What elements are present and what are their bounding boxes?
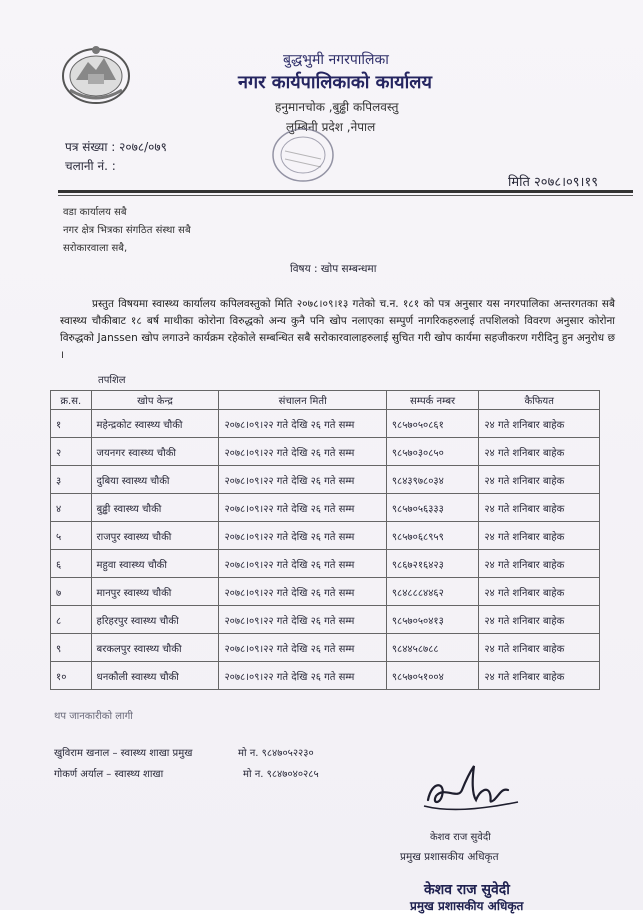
cell-serial: २ xyxy=(51,438,92,466)
cell-center: बुढ्ढी स्वास्थ्य चौकी xyxy=(91,494,219,522)
stamp-designation: प्रमुख प्रशासकीय अधिकृत xyxy=(410,899,524,913)
cell-date: २०७८।०९।२२ गते देखि २६ गते सम्म xyxy=(219,466,386,494)
cell-date: २०७८।०९।२२ गते देखि २६ गते सम्म xyxy=(219,662,386,690)
nepal-emblem-logo xyxy=(60,40,132,106)
cell-center: हरिहरपुर स्वास्थ्य चौकी xyxy=(91,606,219,634)
recipient-line: वडा कार्यालय सबै xyxy=(63,207,127,218)
header-contact: सम्पर्क नम्बर xyxy=(386,391,479,410)
cell-serial: १ xyxy=(51,410,92,438)
cell-center: दुबिया स्वास्थ्य चौकी xyxy=(91,466,219,494)
cell-date: २०७८।०९।२२ गते देखि २६ गते सम्म xyxy=(219,410,386,438)
cell-serial: ६ xyxy=(51,550,92,578)
table-row xyxy=(51,438,600,466)
table-row xyxy=(51,410,600,438)
cell-serial: ४ xyxy=(51,494,92,522)
contact-name: गोकर्ण अर्याल – स्वास्थ्य शाखा xyxy=(54,769,164,780)
reference-number: पत्र संख्या : २०७८/०७९ xyxy=(65,140,167,154)
address-line-2: लुम्बिनी प्रदेश ,नेपाल xyxy=(286,120,376,134)
cell-contact: ९८५७०५०४१३ xyxy=(386,606,479,634)
recipient-line: नगर क्षेत्र भित्रका संगठित संस्था सबै xyxy=(63,225,191,236)
cell-date: २०७८।०९।२२ गते देखि २६ गते सम्म xyxy=(219,634,386,662)
table-row xyxy=(51,606,600,634)
cell-serial: ९ xyxy=(51,634,92,662)
cell-center: मानपुर स्वास्थ्य चौकी xyxy=(91,578,219,606)
table-row xyxy=(51,578,600,606)
header-remarks: कैफियत xyxy=(479,391,600,410)
cell-remarks: २४ गते शनिबार बाहेक xyxy=(479,606,600,634)
header-serial: क्र.स. xyxy=(51,391,92,410)
vaccination-schedule-table xyxy=(50,390,600,690)
letter-date: मिति २०७८।०९।१९ xyxy=(508,175,598,190)
cell-remarks: २४ गते शनिबार बाहेक xyxy=(479,438,600,466)
header-divider-thin xyxy=(58,195,633,196)
cell-contact: ९८५७०३०८५० xyxy=(386,438,479,466)
cell-contact: ९८४३९७८०३४ xyxy=(386,466,479,494)
dispatch-number: चलानी नं. : xyxy=(65,159,116,173)
contact-phone: मो न. ९८४७०४०२८५ xyxy=(243,769,319,780)
municipality-name: बुद्धभुमी नगरपालिका xyxy=(283,52,389,68)
details-label: तपशिल xyxy=(98,375,126,386)
cell-contact: ९८५७०५६३३३ xyxy=(386,494,479,522)
table-row xyxy=(51,494,600,522)
header-date: संचालन मिती xyxy=(219,391,386,410)
cell-remarks: २४ गते शनिबार बाहेक xyxy=(479,410,600,438)
table-header-row xyxy=(51,391,600,410)
cell-remarks: २४ गते शनिबार बाहेक xyxy=(479,662,600,690)
table-row xyxy=(51,634,600,662)
cell-serial: ५ xyxy=(51,522,92,550)
table-row xyxy=(51,466,600,494)
cell-date: २०७८।०९।२२ गते देखि २६ गते सम्म xyxy=(219,550,386,578)
contact-phone: मो न. ९८४७०५२२३० xyxy=(238,748,314,759)
cell-center: महेन्द्रकोट स्वास्थ्य चौकी xyxy=(91,410,219,438)
subject-line: विषय : खोप सम्बन्धमा xyxy=(290,263,377,275)
cell-center: राजपुर स्वास्थ्य चौकी xyxy=(91,522,219,550)
cell-remarks: २४ गते शनिबार बाहेक xyxy=(479,550,600,578)
cell-center: धनकौली स्वास्थ्य चौकी xyxy=(91,662,219,690)
cell-date: २०७८।०९।२२ गते देखि २६ गते सम्म xyxy=(219,522,386,550)
header-center: खोप केन्द्र xyxy=(91,391,219,410)
recipient-line: सरोकारवाला सबै, xyxy=(63,243,128,254)
cell-serial: ८ xyxy=(51,606,92,634)
cell-remarks: २४ गते शनिबार बाहेक xyxy=(479,634,600,662)
address-line-1: हनुमानचोक ,बुढ्ढी कपिलवस्तु xyxy=(275,100,399,114)
cell-center: बरकलपुर स्वास्थ्य चौकी xyxy=(91,634,219,662)
cell-contact: ९८५७०५०८६१ xyxy=(386,410,479,438)
cell-center: महुवा स्वास्थ्य चौकी xyxy=(91,550,219,578)
more-info-label: थप जानकारीको लागी xyxy=(54,711,133,722)
contact-name: खुविराम खनाल – स्वास्थ्य शाखा प्रमुख xyxy=(54,748,193,759)
signatory-name: केशव राज सुवेदी xyxy=(430,832,491,843)
cell-remarks: २४ गते शनिबार बाहेक xyxy=(479,578,600,606)
handwritten-signature xyxy=(418,760,528,818)
table-row xyxy=(51,662,600,690)
cell-date: २०७८।०९।२२ गते देखि २६ गते सम्म xyxy=(219,494,386,522)
body-paragraph: प्रस्तुत विषयमा स्वास्थ्य कार्यालय कपिलवस्तुको मिति २०७८।०९।१३ गतेको च.न. १८१ को पत्र अनुसार यस नगरपालिका अन्तरगतका सबै स्वास्थ्य चौकीबाट १८ बर्ष माथीका कोरोना विरुद्धको अन्य कुनै पनि खोप नलाएका सम्पुर्ण नागरिकहरुलाई तपशिलको विवरण अनुसार कोरोना विरुद्धको Janssen खोप लगाउने कार्यक्रम रहेकोले सम्बन्धित सबै सरोकारवालाहरुलाई सुचित गरी खोप कार्यमा सहजीकरण गरीदिनु हुन अनुरोध छ । xyxy=(60,298,615,361)
cell-date: २०७८।०९।२२ गते देखि २६ गते सम्म xyxy=(219,606,386,634)
table-row xyxy=(51,522,600,550)
table-row xyxy=(51,550,600,578)
cell-date: २०७८।०९।२२ गते देखि २६ गते सम्म xyxy=(219,438,386,466)
cell-serial: ७ xyxy=(51,578,92,606)
cell-contact: ९८४८८८४४६२ xyxy=(386,578,479,606)
cell-date: २०७८।०९।२२ गते देखि २६ गते सम्म xyxy=(219,578,386,606)
cell-contact: ९८५७०६८९५९ xyxy=(386,522,479,550)
cell-contact: ९८४४५८७८८ xyxy=(386,634,479,662)
cell-contact: ९८६७२१६४२३ xyxy=(386,550,479,578)
cell-contact: ९८५७०५१००४ xyxy=(386,662,479,690)
cell-remarks: २४ गते शनिबार बाहेक xyxy=(479,522,600,550)
signatory-designation: प्रमुख प्रशासकीय अधिकृत xyxy=(400,851,499,863)
cell-remarks: २४ गते शनिबार बाहेक xyxy=(479,466,600,494)
cell-center: जयनगर स्वास्थ्य चौकी xyxy=(91,438,219,466)
cell-serial: ३ xyxy=(51,466,92,494)
cell-serial: १० xyxy=(51,662,92,690)
cell-remarks: २४ गते शनिबार बाहेक xyxy=(479,494,600,522)
office-name: नगर कार्यपालिकाको कार्यालय xyxy=(238,72,432,93)
header-divider xyxy=(58,190,633,193)
office-seal-stamp xyxy=(263,123,343,187)
stamp-name: केशव राज सुवेदी xyxy=(424,882,510,898)
